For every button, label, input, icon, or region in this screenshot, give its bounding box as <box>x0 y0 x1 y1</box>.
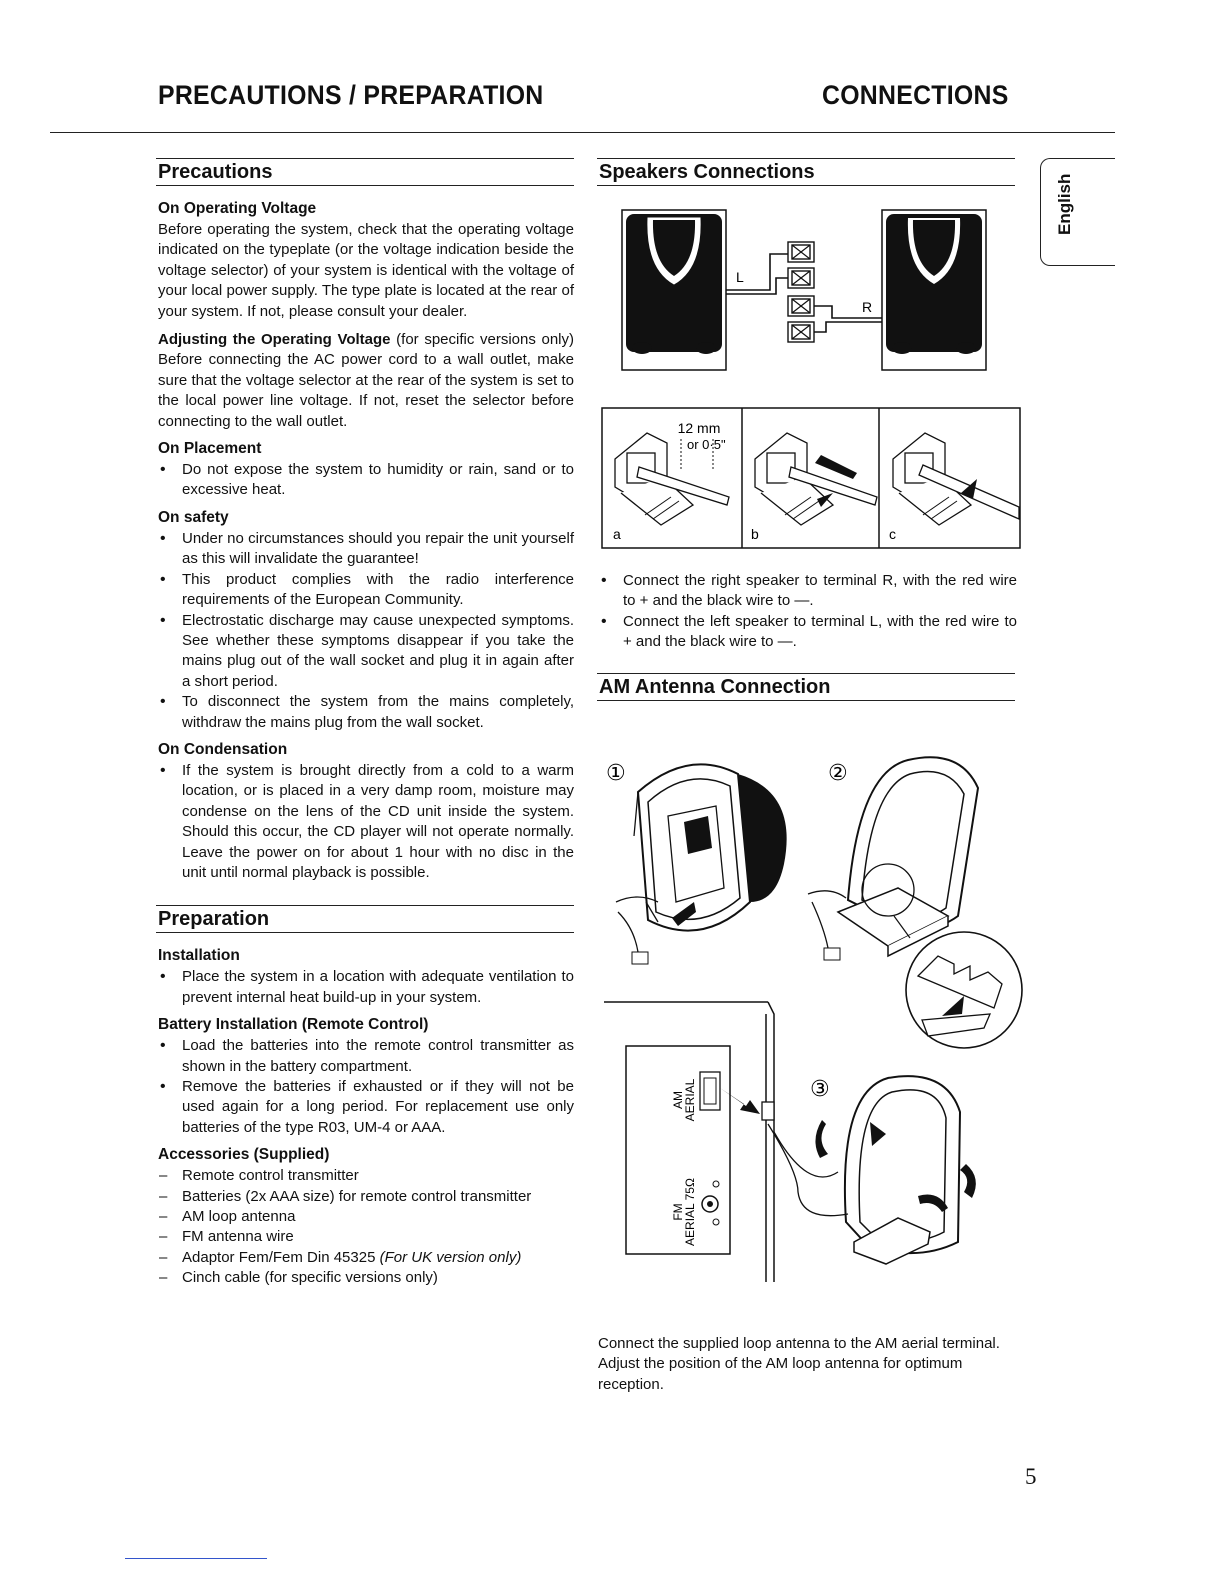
placement-title: On Placement <box>158 440 262 458</box>
placement-list <box>156 460 574 501</box>
language-label: English <box>1055 173 1074 235</box>
am-aerial-label: AERIAL <box>683 1078 697 1122</box>
list-item: • Connect the right speaker to terminal R, with the red wire to + and the black wire to —. <box>597 571 1017 612</box>
adjusting-voltage-text: Before connecting the AC power cord to a wall outlet, make sure that the voltage selector at the rear of the system is set to the local power line voltage. If not, reset the selector before connecting to the wall outlet. <box>158 351 574 430</box>
page-title-left: PRECAUTIONS / PREPARATION <box>158 80 544 110</box>
list-item: • If the system is brought directly from a cold to a warm location, or is placed in a very damp room, moisture may condense on the lens of the CD unit inside the system. Should this occur, the CD player will not operate normally. Leave the power on for about 1 hour with no disc in the unit until normal playback is possible. <box>156 761 574 883</box>
list-item: • This product complies with the radio interference requirements of the European Community. <box>156 570 574 611</box>
am-terminal-label: AM <box>671 1091 685 1109</box>
preparation-heading: Preparation <box>156 905 574 933</box>
safety-list <box>156 529 574 733</box>
list-item: • To disconnect the system from the mains completely, withdraw the mains plug from the wall socket. <box>156 692 574 733</box>
list-item <box>156 1248 574 1268</box>
header-divider <box>50 132 1115 133</box>
footer-divider <box>125 1558 267 1559</box>
list-item: – Batteries (2x AAA size) for remote control transmitter <box>156 1187 574 1207</box>
installation-list <box>156 967 574 1008</box>
condensation-list <box>156 761 574 883</box>
adjusting-voltage-block <box>158 330 574 432</box>
language-tab <box>1040 158 1115 266</box>
step-3-label: ③ <box>810 1077 830 1102</box>
list-item: • Do not expose the system to humidity or rain, sand or to excessive heat. <box>156 460 574 501</box>
operating-voltage-text: Before operating the system, check that the operating voltage indicated on the typeplate (or the voltage indication beside the voltage selector) of your system is identical with the voltage of your local power supply. The type plate is located at the rear of your system. If not, please consult your dealer. <box>158 221 574 320</box>
right-column <box>597 158 1015 200</box>
fm-terminal-label: FM <box>671 1203 685 1221</box>
list-item: • Connect the left speaker to terminal L, with the red wire to + and the black wire to —. <box>597 612 1017 653</box>
battery-title: Battery Installation (Remote Control) <box>158 1016 429 1034</box>
am-antenna-section <box>597 673 1015 715</box>
wire-length-alt-label: or 0·5" <box>687 437 726 452</box>
step-1-label: ① <box>606 761 626 786</box>
page-number: 5 <box>1025 1464 1037 1489</box>
adjusting-voltage-title: Adjusting the Operating Voltage <box>158 331 391 349</box>
speaker-list <box>597 571 1017 653</box>
speaker-instructions <box>597 571 1017 653</box>
list-item: – FM antenna wire <box>156 1227 574 1247</box>
wire-length-label: 12 mm <box>677 420 721 436</box>
speakers-heading: Speakers Connections <box>597 158 1015 186</box>
am-antenna-caption: Connect the supplied loop antenna to the AM aerial terminal. Adjust the position of the AM loop antenna for optimum reception. <box>598 1335 1000 1393</box>
operating-voltage-title: On Operating Voltage <box>158 200 317 217</box>
list-item: • Place the system in a location with adequate ventilation to prevent internal heat build-up in your system. <box>156 967 574 1008</box>
list-item: – Cinch cable (for specific versions only) <box>156 1268 574 1288</box>
safety-title: On safety <box>158 508 229 526</box>
installation-title: Installation <box>158 947 240 965</box>
battery-list <box>156 1036 574 1138</box>
accessories-title: Accessories (Supplied) <box>158 1146 330 1164</box>
page-title-right: CONNECTIONS <box>822 80 1009 110</box>
step-b-label: b <box>751 526 759 542</box>
fm-aerial-label: AERIAL 75Ω <box>683 1178 697 1246</box>
list-item: – Remote control transmitter <box>156 1166 574 1186</box>
am-antenna-diagram <box>598 752 1028 1292</box>
list-item: – AM loop antenna <box>156 1207 574 1227</box>
adjusting-voltage-note: (for specific versions only) <box>396 331 575 349</box>
step-2-label: ② <box>828 761 848 786</box>
adaptor-text: Adaptor Fem/Fem Din 45325 <box>182 1248 376 1266</box>
precautions-heading: Precautions <box>156 158 574 186</box>
list-item: • Remove the batteries if exhausted or if they will not be used again for a long period. For replacement use only batteries of the type R03, UM-4 or AAA. <box>156 1077 574 1138</box>
step-a-label: a <box>613 526 621 542</box>
left-column <box>156 158 574 1289</box>
list-item: • Load the batteries into the remote control transmitter as shown in the battery compartment. <box>156 1036 574 1077</box>
adaptor-note: (For UK version only) <box>379 1248 522 1266</box>
speaker-right-label: R <box>862 299 873 315</box>
speaker-left-label: L <box>736 269 744 285</box>
accessories-list <box>156 1166 574 1288</box>
condensation-title: On Condensation <box>158 740 288 758</box>
speakers-diagram <box>620 208 990 374</box>
am-antenna-heading: AM Antenna Connection <box>597 673 1015 701</box>
wire-steps-diagram <box>601 407 1021 549</box>
step-c-label: c <box>889 526 896 542</box>
list-item: • Under no circumstances should you repair the unit yourself as this will invalidate the guarantee! <box>156 529 574 570</box>
list-item: • Electrostatic discharge may cause unexpected symptoms. See whether these symptoms disappear if you take the mains plug out of the wall socket and plug it in again after a short period. <box>156 611 574 693</box>
